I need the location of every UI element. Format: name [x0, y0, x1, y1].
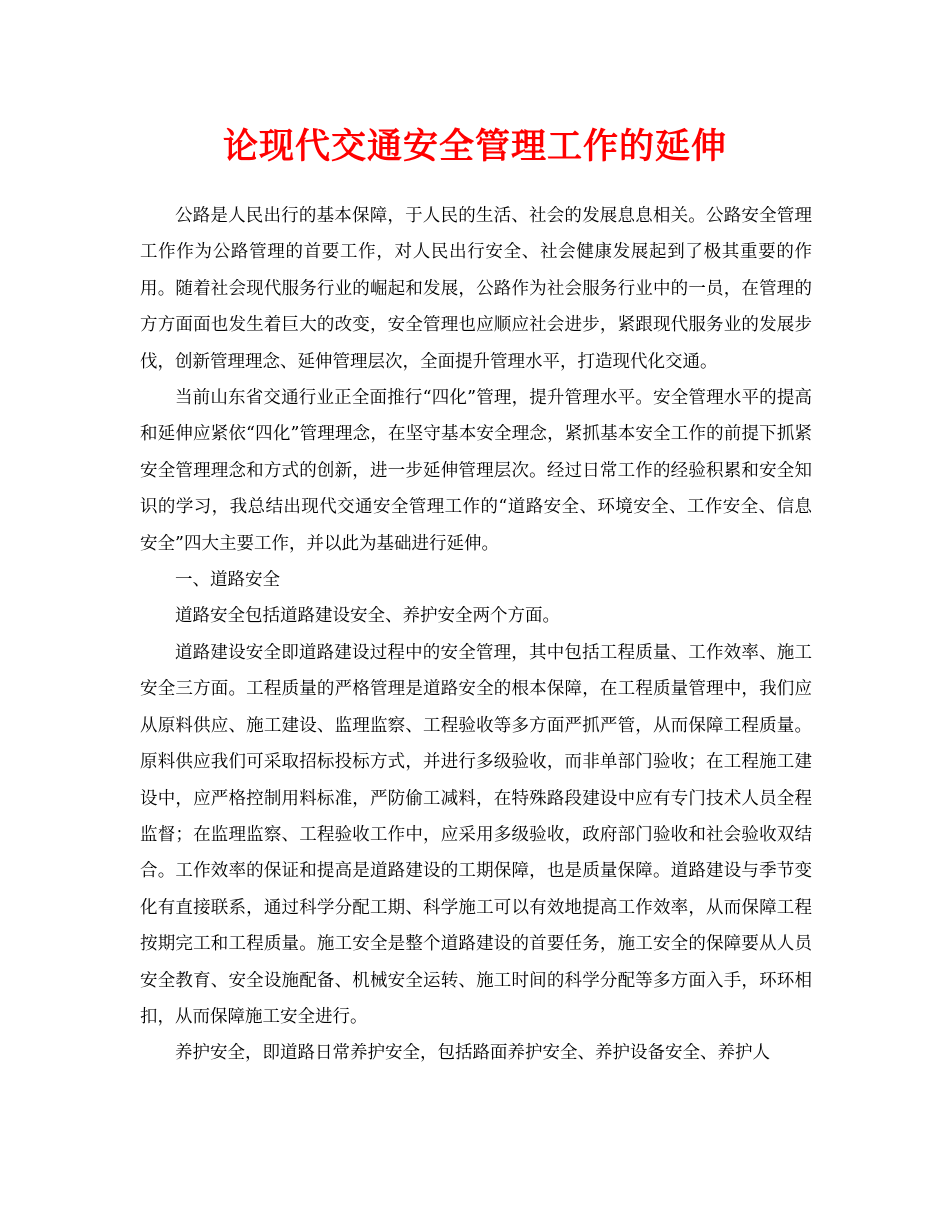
paragraph-four-modernizations: 当前山东省交通行业正全面推行“四化”管理，提升管理水平。安全管理水平的提高和延伸应紧依“四化”管理理念，在坚守基本安全理念，紧抓基本安全工作的前提下抓紧安全管理理念和方式的创新，进一步延伸管理层次。经过日常工作的经验积累和安全知识的学习，我总结出现代交通安全管理工作的“道路安全、环境安全、工作安全、信息安全”四大主要工作，并以此为基础进行延伸。: [140, 388, 812, 554]
paragraph-construction-safety: 道路建设安全即道路建设过程中的安全管理，其中包括工程质量、工作效率、施工安全三方面。工程质量的严格管理是道路安全的根本保障，在工程质量管理中，我们应从原料供应、施工建设、监理监察、工程验收等多方面严抓严管，从而保障工程质量。原料供应我们可采取招标投标方式，并进行多级验收，而非单部门验收；在工程施工建设中，应严格控制用料标准，严防偷工减料，在特殊路段建设中应有专门技术人员全程监督；在监理监察、工程验收工作中，应采用多级验收，政府部门验收和社会验收双结合。工作效率的保证和提高是道路建设的工期保障，也是质量保障。道路建设与季节变化有直接联系，通过科学分配工期、科学施工可以有效地提高工作效率，从而保障工程按期完工和工程质量。施工安全是整个道路建设的首要任务，施工安全的保障要从人员安全教育、安全设施配备、机械安全运转、施工时间的科学分配等多方面入手，环环相扣，从而保障施工安全进行。: [140, 642, 812, 1027]
section-heading-road-safety: 一、道路安全: [175, 570, 280, 591]
document-body: [140, 198, 812, 1072]
paragraph-road-safety-scope: 道路安全包括道路建设安全、养护安全两个方面。: [175, 606, 560, 627]
paragraph-maintenance-safety: 养护安全，即道路日常养护安全，包括路面养护安全、养护设备安全、养护人: [175, 1043, 770, 1064]
paragraph-intro: 公路是人民出行的基本保障，于人民的生活、社会的发展息息相关。公路安全管理工作作为公路管理的首要工作，对人民出行安全、社会健康发展起到了极其重要的作用。随着社会现代服务行业的崛起和发展，公路作为社会服务行业中的一员，在管理的方方面面也发生着巨大的改变，安全管理也应顺应社会进步，紧跟现代服务业的发展步伐，创新管理理念、延伸管理层次，全面提升管理水平，打造现代化交通。: [140, 206, 812, 372]
document-title: 论现代交通安全管理工作的延伸: [222, 126, 727, 167]
